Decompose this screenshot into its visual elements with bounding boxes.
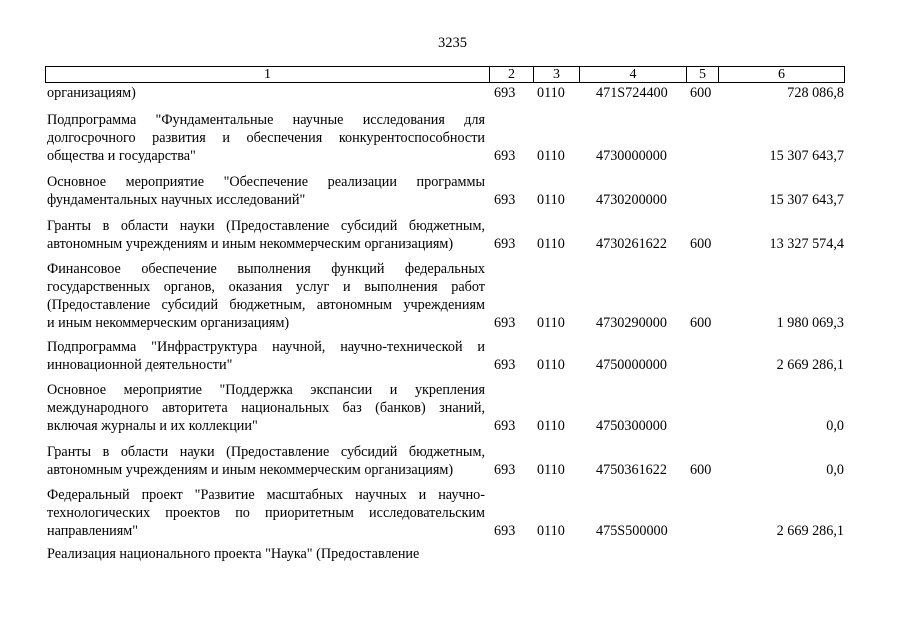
cell-c2: 693 — [494, 85, 516, 101]
description-line: и иным некоммерческим организациям) — [47, 315, 290, 331]
description-line: Основное мероприятие "Обеспечение реализации программы — [47, 174, 485, 190]
description-line: автономным учреждениям и иным некоммерческим организациям) — [47, 462, 454, 478]
description-line: Гранты в области науки (Предоставление субсидий бюджетным, — [47, 218, 485, 234]
cell-c3: 0110 — [537, 462, 565, 478]
cell-c2: 693 — [494, 148, 516, 164]
header-col-6: 6 — [778, 67, 785, 82]
cell-c2: 693 — [494, 315, 516, 331]
cell-c6: 2 669 286,1 — [776, 523, 844, 539]
cell-c3: 0110 — [537, 192, 565, 208]
cell-c2: 693 — [494, 236, 516, 252]
header-col-1: 1 — [46, 67, 490, 82]
cell-c4: 4730000000 — [596, 148, 667, 164]
description-line: Гранты в области науки (Предоставление субсидий бюджетным, — [47, 444, 485, 460]
description-line: Финансовое обеспечение выполнения функций федеральных — [47, 261, 485, 277]
row-description — [47, 111, 485, 165]
cell-c3: 0110 — [537, 523, 565, 539]
cell-c4: 471S724400 — [596, 85, 668, 101]
cell-c5: 600 — [690, 315, 712, 331]
cell-c6: 0,0 — [826, 418, 844, 434]
row-description — [47, 486, 485, 540]
description-line: Подпрограмма "Фундаментальные научные исследования для — [47, 112, 485, 128]
description-line: Подпрограмма "Инфраструктура научной, научно-технической и — [47, 339, 485, 355]
cell-c5: 600 — [690, 462, 712, 478]
cell-c6: 15 307 643,7 — [769, 192, 844, 208]
description-line: государственных органов, оказания услуг и выполнения работ — [47, 279, 485, 295]
cell-c2: 693 — [494, 192, 516, 208]
cell-c3: 0110 — [537, 148, 565, 164]
cell-c3: 0110 — [537, 357, 565, 373]
description-line: фундаментальных научных исследований" — [47, 192, 306, 208]
cell-c4: 4730261622 — [596, 236, 667, 252]
description-line: технологических проектов по приоритетным исследовательским — [47, 505, 485, 521]
cell-c6: 13 327 574,4 — [769, 236, 844, 252]
description-line: инновационной деятельности" — [47, 357, 233, 373]
cell-c2: 693 — [494, 418, 516, 434]
cell-c6: 15 307 643,7 — [769, 148, 844, 164]
cell-c3: 0110 — [537, 236, 565, 252]
description-line: долгосрочного развития и обеспечения конкурентоспособности — [47, 130, 485, 146]
cell-c4: 4750300000 — [596, 418, 667, 434]
cell-c4: 4730200000 — [596, 192, 667, 208]
cell-c2: 693 — [494, 462, 516, 478]
cell-c2: 693 — [494, 523, 516, 539]
description-line: включая журналы и их коллекции" — [47, 418, 258, 434]
header-col-2: 2 — [490, 67, 534, 82]
row-description — [47, 217, 485, 253]
description-line: Реализация национального проекта "Наука" (Предоставление — [47, 546, 420, 562]
cell-c4: 475S500000 — [596, 523, 668, 539]
description-line: международного авторитета национальных баз (банков) знаний, — [47, 400, 485, 416]
cell-c6: 728 086,8 — [787, 85, 844, 101]
row-description — [47, 381, 485, 435]
header-col-5: 5 — [687, 67, 719, 82]
header-col-3: 3 — [534, 67, 580, 82]
row-description — [47, 84, 485, 102]
row-description — [47, 173, 485, 209]
description-line: (Предоставление субсидий бюджетным, автономным учреждениям — [47, 297, 485, 313]
description-line: направлениям" — [47, 523, 139, 539]
cell-c6: 1 980 069,3 — [776, 315, 844, 331]
cell-c4: 4730290000 — [596, 315, 667, 331]
row-description — [47, 545, 485, 563]
cell-c3: 0110 — [537, 418, 565, 434]
row-description — [47, 260, 485, 332]
cell-c4: 4750000000 — [596, 357, 667, 373]
description-line: организациям) — [47, 85, 136, 101]
description-line: Основное мероприятие "Поддержка экспансии и укрепления — [47, 382, 485, 398]
cell-c5: 600 — [690, 85, 712, 101]
cell-c3: 0110 — [537, 85, 565, 101]
cell-c3: 0110 — [537, 315, 565, 331]
cell-c6: 0,0 — [826, 462, 844, 478]
cell-c5: 600 — [690, 236, 712, 252]
row-description — [47, 443, 485, 479]
page-number: 3235 — [438, 35, 467, 51]
cell-c6: 2 669 286,1 — [776, 357, 844, 373]
table-header — [45, 66, 845, 83]
description-line: Федеральный проект "Развитие масштабных научных и научно- — [47, 487, 485, 503]
description-line: автономным учреждениям и иным некоммерческим организациям) — [47, 236, 454, 252]
header-col-4: 4 — [580, 67, 687, 82]
description-line: общества и государства" — [47, 148, 196, 164]
cell-c2: 693 — [494, 357, 516, 373]
row-description — [47, 338, 485, 374]
cell-c4: 4750361622 — [596, 462, 667, 478]
